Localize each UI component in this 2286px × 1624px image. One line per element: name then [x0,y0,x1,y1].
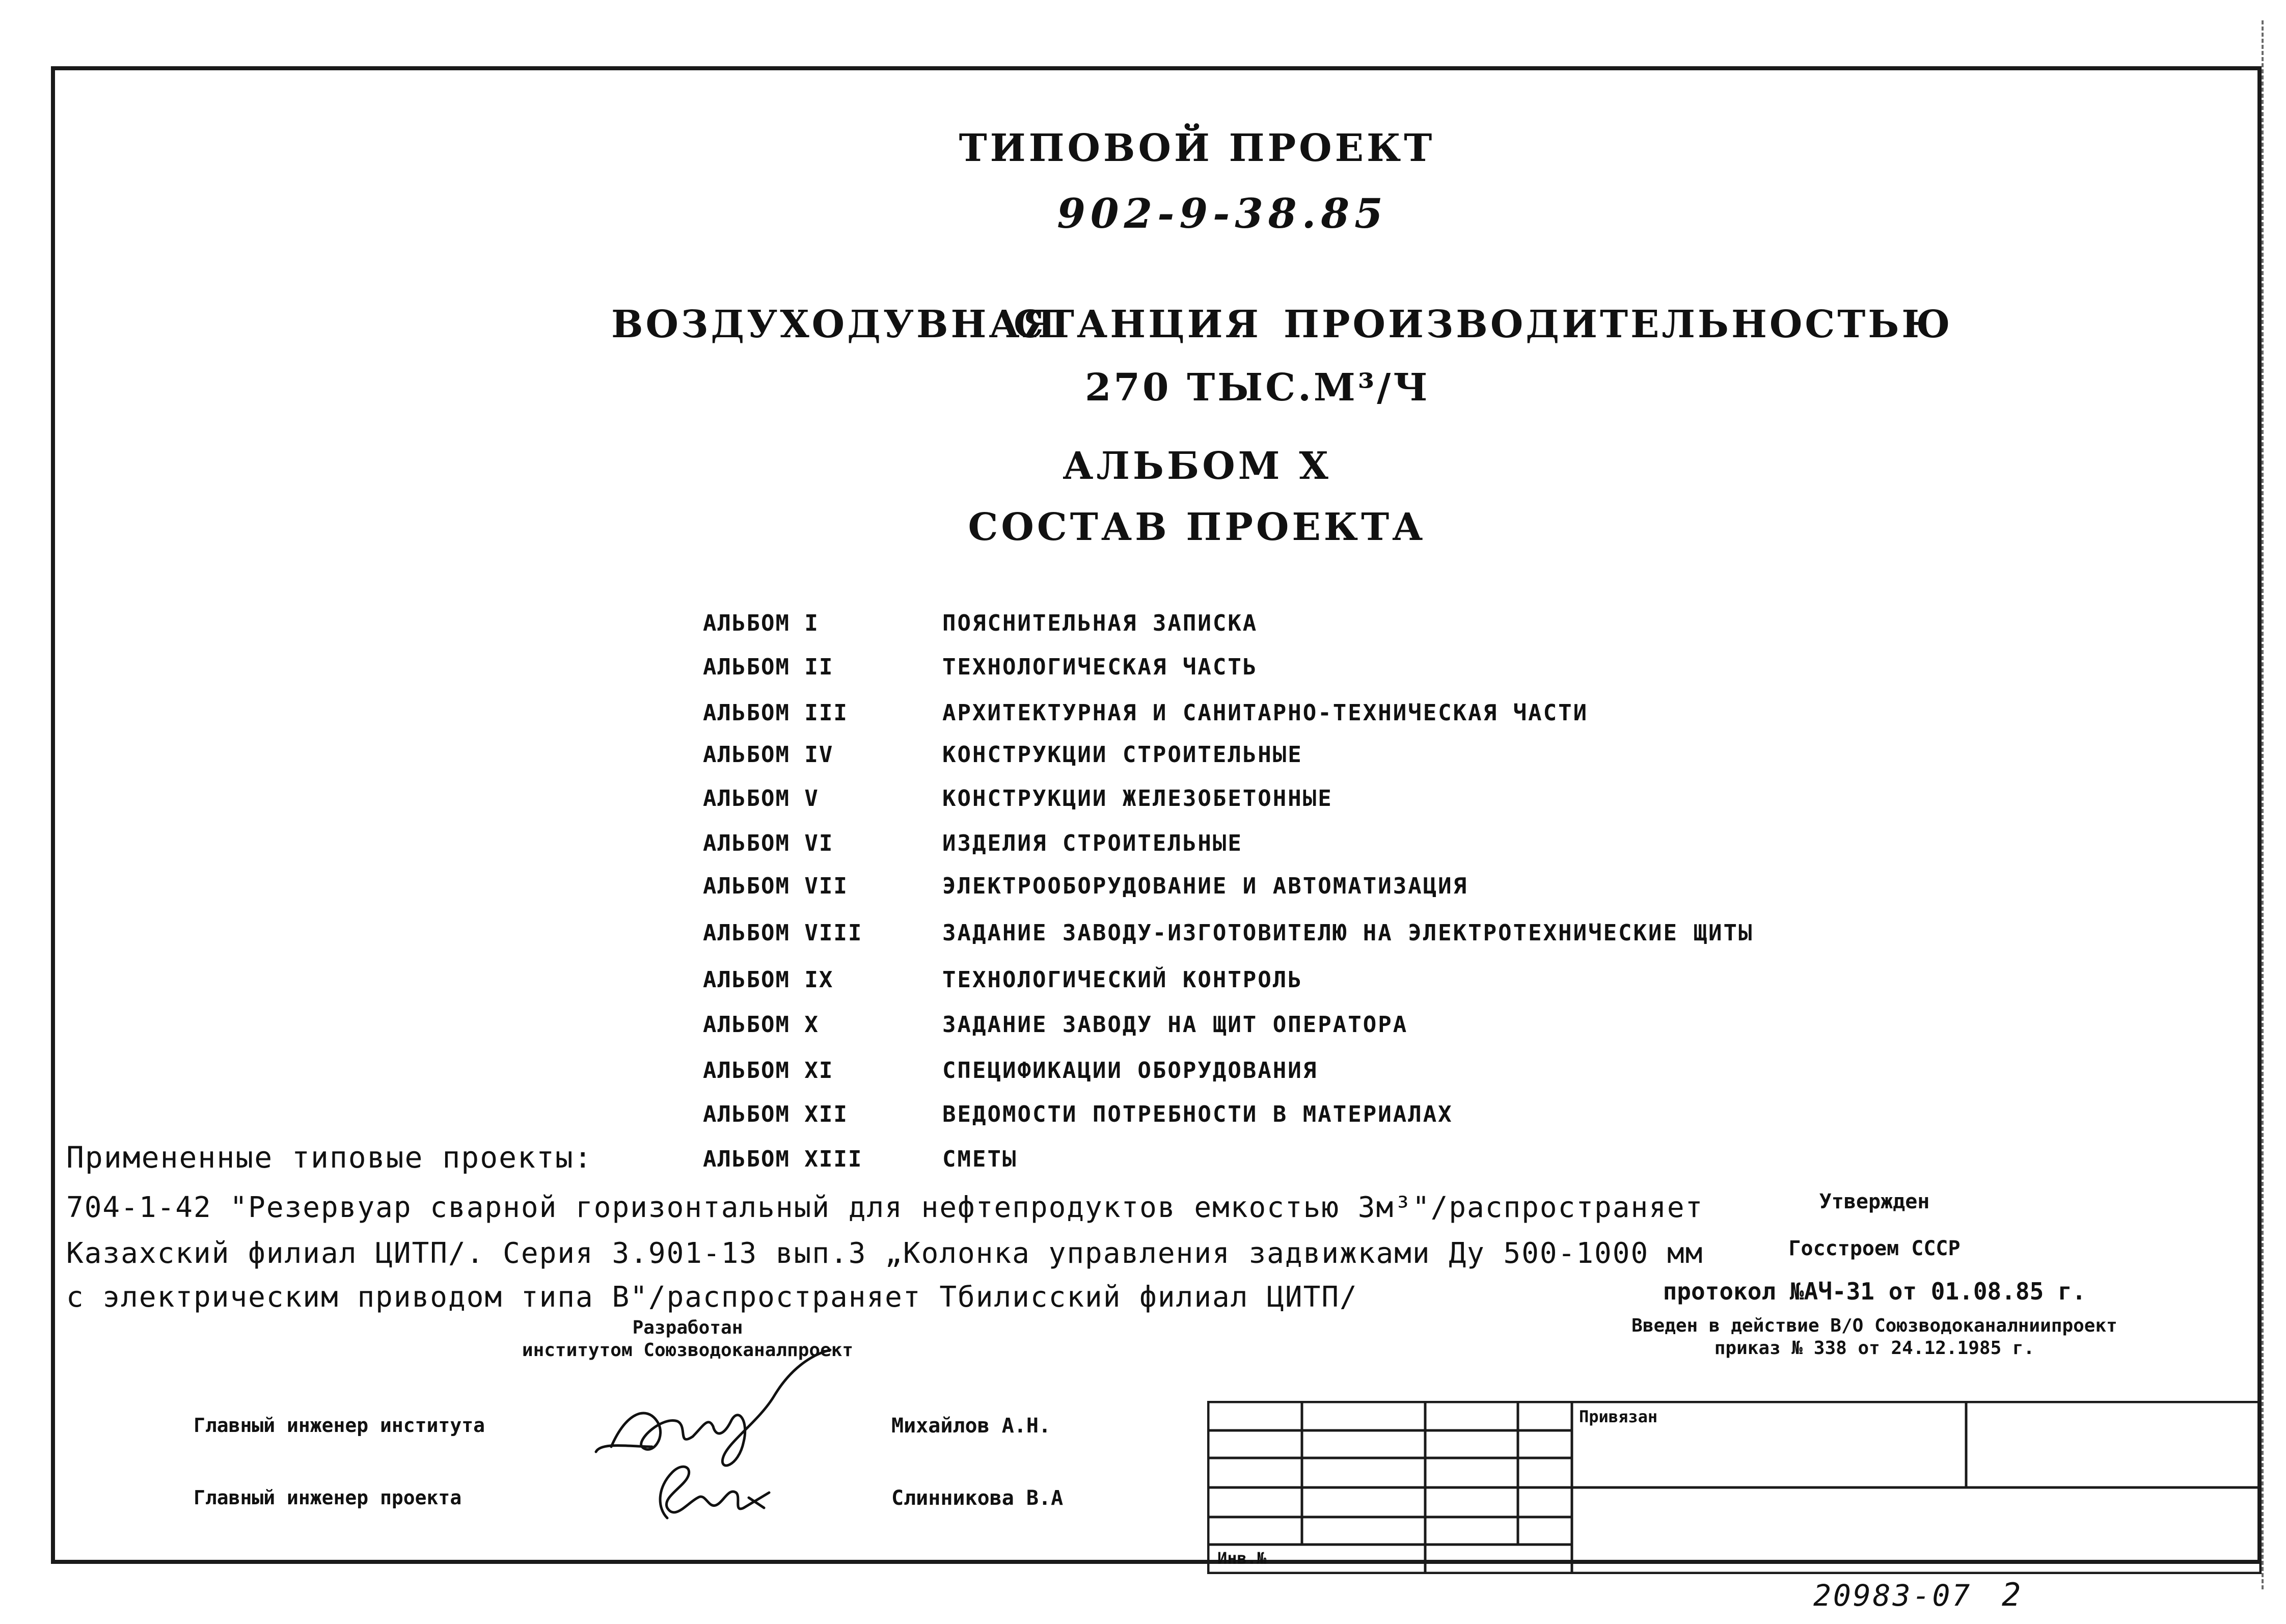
album-title: КОНСТРУКЦИИ СТРОИТЕЛЬНЫЕ [942,742,1303,768]
enactment-order: приказ № 338 от 24.12.1985 г. [1714,1338,2035,1359]
album-title: ЗАДАНИЕ ЗАВОДУ НА ЩИТ ОПЕРАТОРА [942,1012,1408,1038]
approved-label: Утвержден [1819,1190,1930,1213]
developed-label: Разработан [632,1317,743,1338]
album-title: ПОЯСНИТЕЛЬНАЯ ЗАПИСКА [942,610,1258,636]
album-title: ЗАДАНИЕ ЗАВОДУ-ИЗГОТОВИТЕЛЮ НА ЭЛЕКТРОТЕХНИЧЕСКИЕ ЩИТЫ [942,920,1754,946]
tied-label: Привязан [1579,1407,1658,1426]
album-number: АЛЬБОМ X [703,1012,819,1038]
album-title: ВЕДОМОСТИ ПОТРЕБНОСТИ В МАТЕРИАЛАХ [942,1101,1453,1127]
album-number: АЛЬБОМ III [703,700,848,726]
album-number: АЛЬБОМ XI [703,1058,834,1084]
album-title: ЭЛЕКТРООБОРУДОВАНИЕ И АВТОМАТИЗАЦИЯ [942,873,1468,899]
album-title: КОНСТРУКЦИИ ЖЕЛЕЗОБЕТОННЫЕ [942,786,1333,811]
album-number: АЛЬБОМ VIII [703,920,863,946]
album-number: АЛЬБОМ XII [703,1101,848,1127]
album-title: ТЕХНОЛОГИЧЕСКИЙ КОНТРОЛЬ [942,967,1303,993]
station-title-part-3: ПРОИЗВОДИТЕЛЬНОСТЬЮ [1284,303,1953,346]
station-title-part-1: ВОЗДУХОДУВНАЯ [611,303,1058,346]
album-number: АЛЬБОМ II [703,654,834,680]
album-number: АЛЬБОМ VI [703,830,834,856]
album-title: АРХИТЕКТУРНАЯ И САНИТАРНО-ТЕХНИЧЕСКАЯ ЧАСТИ [942,700,1589,726]
album-title: ТЕХНОЛОГИЧЕСКАЯ ЧАСТЬ [942,654,1258,680]
signature-name: Слинникова В.А [891,1486,1064,1510]
sheet-code: 20983-07 [1813,1578,1972,1613]
signature-role: Главный инженер института [194,1414,485,1437]
album-number: АЛЬБОМ I [703,610,819,636]
album-number: АЛЬБОМ XIII [703,1146,863,1172]
applied-projects-line: 704-1-42 "Резервуар сварной горизонтальный для нефтепродуктов емкостью 3м³"/распространяет [66,1191,1704,1224]
signature-name: Михайлов А.Н. [891,1414,1051,1438]
album-title: СМЕТЫ [942,1146,1018,1172]
trim-line [2262,20,2264,1589]
album-number: АЛЬБОМ IX [703,967,834,993]
applied-projects-heading: Примененные типовые проекты: [66,1140,593,1175]
sheet-number: 2 [2002,1576,2021,1613]
album-number: АЛЬБОМ IV [703,742,834,768]
stamp-grid [1207,1401,2262,1574]
composition-heading: СОСТАВ ПРОЕКТА [968,505,1426,549]
album-title: ИЗДЕЛИЯ СТРОИТЕЛЬНЫЕ [942,830,1243,856]
station-title-part-2: СТАНЦИЯ [1014,303,1261,346]
enacted-by: Введен в действие В/О Союзводоканалниипроект [1631,1315,2117,1336]
approved-by: Госстроем СССР [1788,1237,1961,1260]
album-heading: АЛЬБОМ X [1063,444,1331,488]
signature-role: Главный инженер проекта [194,1486,462,1509]
album-number: АЛЬБОМ V [703,786,819,811]
applied-projects-line: Казахский филиал ЦИТП/. Серия 3.901-13 вып.3 „Колонка управления задвижками Ду 500-1000 мм [66,1237,1704,1270]
album-number: АЛЬБОМ VII [703,873,848,899]
signature-mark-2 [647,1457,800,1533]
project-title: ТИПОВОЙ ПРОЕКТ [959,126,1435,170]
album-title: СПЕЦИФИКАЦИИ ОБОРУДОВАНИЯ [942,1058,1318,1084]
station-capacity: 270 ТЫС.М³/Ч [1085,366,1430,410]
applied-projects-line: с электрическим приводом типа В"/распространяет Тбилисский филиал ЦИТП/ [66,1281,1358,1314]
approval-protocol: протокол №АЧ-31 от 01.08.85 г. [1663,1278,2086,1305]
developer-institute: институтом Союзводоканалпроект [522,1340,854,1361]
inventory-number-label: Инв.№ [1217,1549,1267,1568]
project-code: 902-9-38.85 [1057,190,1388,237]
